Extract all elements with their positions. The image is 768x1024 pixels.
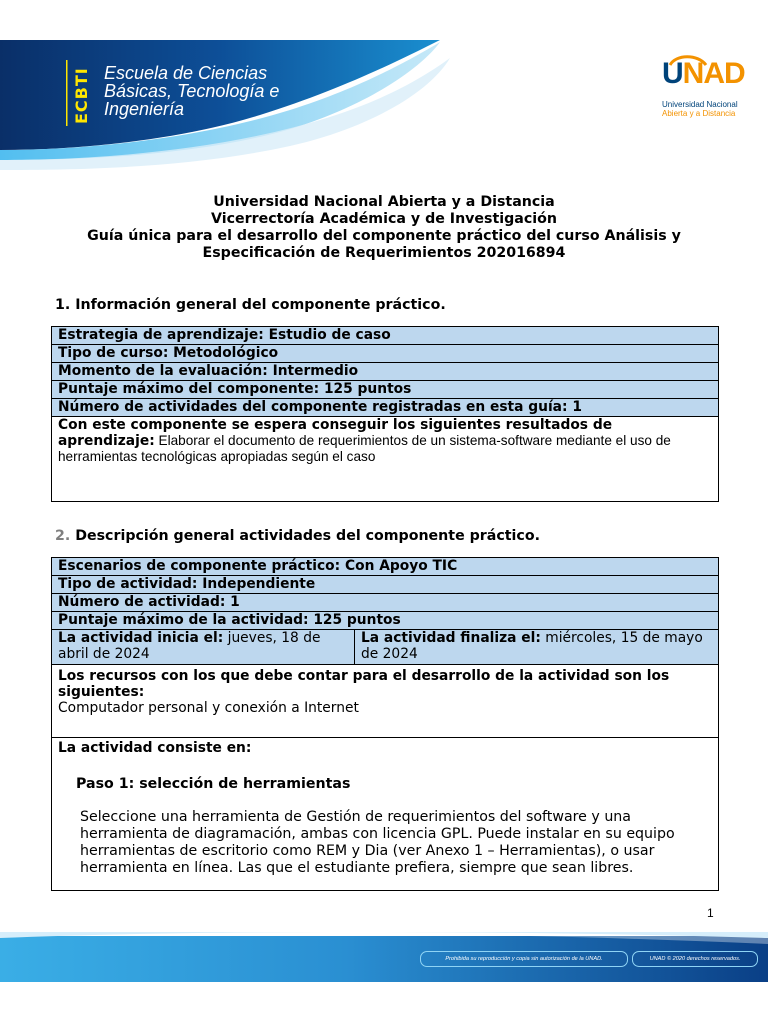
title-line-1: Universidad Nacional Abierta y a Distancia xyxy=(213,194,555,210)
row-max-score: Puntaje máximo del componente: 125 puntos xyxy=(52,381,719,399)
resources-label: Los recursos con los que debe contar para el desarrollo de la actividad son los siguientes: xyxy=(58,668,670,700)
row-activity-number: Número de actividad: 1 xyxy=(52,594,719,612)
footer-banner xyxy=(0,930,768,982)
row-evaluation-moment: Momento de la evaluación: Intermedio xyxy=(52,363,719,381)
step-1-text: Seleccione una herramienta de Gestión de requerimientos del software y una herramienta de diagramación, ambas con licencia GPL. Puede instalar en su equipo herramientas de escritorio como REM y Dia (ver Anexo 1 – Herramientas), o usar herramienta en línea. Las que el estudiante prefiera, siempre que sean libres. xyxy=(80,809,675,876)
outcomes-label-line-1: Con este componente se espera conseguir los siguientes resultados de xyxy=(58,417,613,433)
copy-notice: Prohibida su reproducción y copia sin autorización de la UNAD. xyxy=(420,951,628,967)
step-1-title: Paso 1: selección de herramientas xyxy=(76,776,351,792)
logo-subtitle-1: Universidad Nacional xyxy=(662,100,738,109)
school-name xyxy=(104,64,364,118)
row-course-type: Tipo de curso: Metodológico xyxy=(52,345,719,363)
end-date-label: La actividad finaliza el: xyxy=(361,630,541,646)
ecbti-vertical-tag xyxy=(70,62,96,124)
logo-subtitle-2: Abierta y a Distancia xyxy=(662,109,736,118)
row-activity-score: Puntaje máximo de la actividad: 125 puntos xyxy=(52,612,719,630)
school-line-2: Básicas, Tecnología e xyxy=(104,81,280,101)
end-date-value: miércoles, 15 de mayo de 2024 xyxy=(361,630,703,662)
title-line-4: Especificación de Requerimientos 202016894 xyxy=(202,245,566,261)
outcomes-label-line-2: aprendizaje: xyxy=(58,433,155,449)
section-2-title: Descripción general actividades del componente práctico. xyxy=(70,528,540,544)
end-date-cell xyxy=(355,630,719,665)
consists-label: La actividad consiste en: xyxy=(58,740,252,756)
section-1-table xyxy=(51,326,719,502)
logo-word xyxy=(662,58,746,90)
row-learning-outcomes xyxy=(52,417,719,502)
unad-logo xyxy=(662,58,746,124)
start-date-label: La actividad inicia el: xyxy=(58,630,224,646)
start-date-value: jueves, 18 de abril de 2024 xyxy=(58,630,321,662)
section-2-heading xyxy=(55,528,540,544)
row-activity-description xyxy=(52,738,719,891)
document-title xyxy=(50,194,718,262)
resources-value: Computador personal y conexión a Internet xyxy=(58,700,359,716)
section-1-heading: 1. Información general del componente práctico. xyxy=(55,297,446,313)
title-line-3: Guía única para el desarrollo del componente práctico del curso Análisis y xyxy=(87,228,681,244)
row-resources xyxy=(52,665,719,738)
title-line-2: Vicerrectoría Académica y de Investigación xyxy=(211,211,557,227)
start-date-cell xyxy=(52,630,355,665)
section-2-table xyxy=(51,557,719,891)
row-scenario: Escenarios de componente práctico: Con Apoyo TIC xyxy=(52,558,719,576)
header-banner xyxy=(0,0,768,175)
copyright-notice: UNAD © 2020 derechos reservados. xyxy=(632,951,758,967)
outcomes-text: Elaborar el documento de requerimientos de un sistema-software mediante el uso de herramientas tecnológicas apropiadas según el caso xyxy=(58,433,671,464)
row-activity-count: Número de actividades del componente registradas en esta guía: 1 xyxy=(52,399,719,417)
page-number: 1 xyxy=(707,906,714,920)
row-strategy: Estrategia de aprendizaje: Estudio de caso xyxy=(52,327,719,345)
logo-letters-nad: NAD xyxy=(682,57,745,90)
ecbti-text: ECBTI xyxy=(72,67,91,124)
school-line-3: Ingeniería xyxy=(104,99,185,119)
school-line-1: Escuela de Ciencias xyxy=(104,63,268,83)
section-2-number: 2. xyxy=(55,528,71,544)
row-activity-type: Tipo de actividad: Independiente xyxy=(52,576,719,594)
logo-letter-u: U xyxy=(662,57,683,90)
